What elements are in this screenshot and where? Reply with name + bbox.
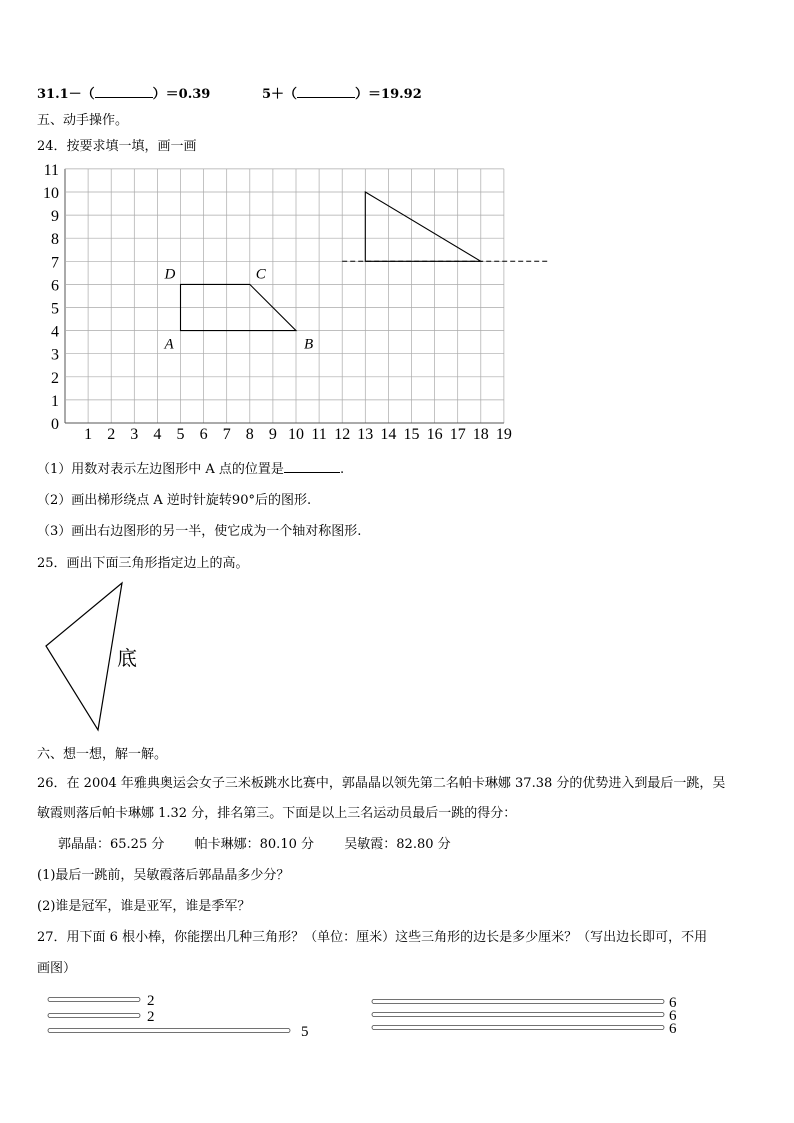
coordinate-grid: [30, 155, 560, 445]
y-tick-label: 10: [43, 185, 59, 202]
answer-blank-1[interactable]: [95, 97, 153, 98]
question-24-part-2: （2）画出梯形绕点 A 逆时针旋转90°后的图形.: [37, 493, 312, 508]
stick-left-1: [48, 993, 155, 1009]
x-tick-label: 6: [199, 426, 208, 443]
x-tick-label: 7: [222, 426, 231, 443]
triangle-figure: [40, 578, 160, 738]
x-tick-label: 18: [472, 426, 489, 443]
answer-blank-point-a[interactable]: [284, 472, 340, 473]
x-tick-label: 4: [153, 426, 162, 443]
y-tick-label: 1: [51, 392, 59, 410]
stick-left-3: [48, 1024, 309, 1040]
svg-text:2: 2: [147, 1009, 155, 1025]
y-tick-label: 11: [43, 161, 59, 179]
x-tick-label: 16: [426, 426, 443, 443]
question-27-line-2: 画图）: [37, 961, 77, 976]
x-tick-label: 3: [130, 426, 139, 443]
x-tick-label: 5: [176, 426, 185, 443]
equation-1: 31.1－（ ）＝0.39: [37, 87, 211, 102]
x-tick-label: 8: [245, 426, 254, 443]
y-tick-label: 6: [51, 277, 59, 295]
question-26-sub-2: (2)谁是冠军，谁是亚军，谁是季军？: [37, 899, 251, 914]
x-tick-label: 15: [403, 426, 420, 443]
x-tick-label: 19: [495, 426, 512, 443]
question-24-part-3: （3）画出右边图形的另一半，使它成为一个轴对称图形.: [37, 524, 362, 539]
y-tick-label: 5: [51, 300, 59, 318]
question-24-part-1: （1）用数对表示左边图形中 A 点的位置是 .: [37, 462, 345, 477]
x-tick-label: 13: [357, 426, 374, 443]
vertex-label-a: A: [164, 336, 174, 353]
half-figure-triangle: [365, 192, 481, 261]
stick-left-2: [48, 1009, 155, 1025]
score-guo: 郭晶晶：65.25 分: [58, 837, 165, 852]
vertex-label-b: B: [304, 336, 314, 353]
triangle-shape: [46, 583, 122, 730]
x-tick-label: 9: [268, 426, 277, 443]
svg-text:5: 5: [301, 1024, 309, 1040]
x-tick-label: 10: [288, 426, 304, 443]
sticks-figure: [40, 990, 760, 1040]
base-side-label: 底: [117, 648, 137, 670]
svg-text:6: 6: [669, 1008, 677, 1024]
stick-right-3: [372, 1021, 677, 1037]
x-tick-label: 1: [84, 426, 93, 443]
question-24-title: 24．按要求填一填，画一画: [37, 139, 197, 154]
question-26-line-2: 敏霞则落后帕卡琳娜 1.32 分，排名第三。下面是以上三名运动员最后一跳的得分：: [37, 806, 517, 821]
y-tick-label: 3: [51, 346, 59, 364]
y-tick-label: 2: [51, 369, 59, 387]
equation-2: 5＋（ ）＝19.92: [262, 87, 422, 102]
score-pakalina: 帕卡琳娜：80.10 分: [194, 837, 314, 852]
x-tick-label: 12: [334, 426, 351, 443]
question-26-sub-1: (1)最后一跳前，吴敏霞落后郭晶晶多少分？: [37, 868, 290, 883]
y-tick-label: 0: [51, 416, 59, 433]
y-tick-label: 9: [51, 208, 59, 226]
svg-text:2: 2: [147, 993, 155, 1009]
svg-text:6: 6: [669, 1021, 677, 1037]
question-25-title: 25．画出下面三角形指定边上的高。: [37, 556, 249, 571]
question-27-line-1: 27．用下面 6 根小棒，你能摆出几种三角形？（单位：厘米）这些三角形的边长是多少厘米？（写出边长即可，不用: [37, 930, 708, 945]
stick-right-2: [372, 1008, 677, 1024]
vertex-label-d: D: [164, 266, 176, 283]
y-tick-label: 4: [51, 323, 59, 341]
x-tick-label: 17: [449, 426, 466, 443]
stick-right-1: [372, 995, 677, 1011]
question-26-line-1: 26．在 2004 年雅典奥运会女子三米板跳水比赛中，郭晶晶以领先第二名帕卡琳娜 37.38 分的优势进入到最后一跳，吴: [37, 776, 726, 791]
vertex-label-c: C: [255, 266, 266, 283]
x-tick-label: 14: [380, 426, 397, 443]
scores-line: [58, 833, 451, 852]
answer-blank-2[interactable]: [297, 97, 355, 98]
x-tick-label: 2: [107, 426, 116, 443]
score-wu: 吴敏霞：82.80 分: [344, 837, 451, 852]
x-tick-label: 11: [311, 426, 327, 443]
y-tick-label: 7: [51, 254, 59, 272]
y-tick-label: 8: [51, 231, 59, 249]
section-5-heading: 五、动手操作。: [37, 113, 129, 128]
section-6-heading: 六、想一想，解一解。: [37, 747, 168, 762]
svg-text:6: 6: [669, 995, 677, 1011]
